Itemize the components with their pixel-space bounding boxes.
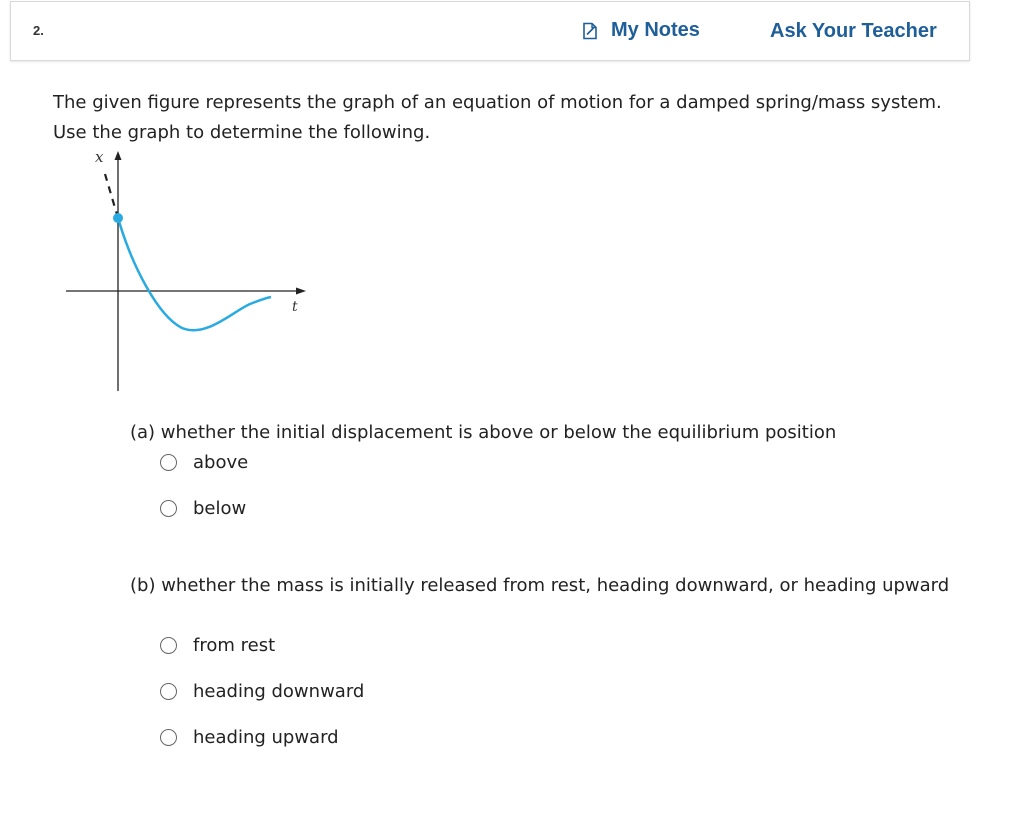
radio-above[interactable] — [160, 454, 177, 471]
option-below[interactable] — [160, 498, 246, 519]
radio-from-rest[interactable] — [160, 637, 177, 654]
option-heading-downward-label: heading downward — [193, 681, 365, 702]
option-heading-upward[interactable] — [160, 727, 339, 748]
question-header — [10, 1, 970, 61]
part-b-text: (b) whether the mass is initially released from rest, heading downward, or heading upward — [130, 575, 950, 596]
horizontal-axis-arrow — [296, 288, 306, 295]
radio-heading-upward[interactable] — [160, 729, 177, 746]
initial-point — [113, 213, 123, 223]
vertical-axis-arrow — [115, 151, 122, 160]
y-axis-label: x — [95, 148, 104, 166]
damped-motion-graph — [60, 144, 320, 396]
initial-velocity-tangent — [105, 174, 118, 218]
option-heading-downward[interactable] — [160, 681, 364, 702]
option-below-label: below — [193, 498, 247, 519]
ask-your-teacher-button[interactable]: Ask Your Teacher — [770, 20, 937, 42]
option-above-label: above — [193, 452, 249, 473]
notes-icon — [581, 22, 599, 40]
radio-heading-downward[interactable] — [160, 683, 177, 700]
question-prompt: The given figure represents the graph of an equation of motion for a damped spring/mass system. Use the graph to determine the following. — [53, 92, 942, 143]
question-number: 2. — [33, 23, 44, 38]
option-from-rest-label: from rest — [193, 635, 276, 656]
option-from-rest[interactable] — [160, 635, 275, 656]
my-notes-label: My Notes — [611, 19, 700, 41]
my-notes-button[interactable] — [581, 19, 700, 42]
radio-below[interactable] — [160, 500, 177, 517]
part-a-text: (a) whether the initial displacement is above or below the equilibrium position — [130, 422, 837, 443]
motion-curve — [118, 218, 271, 330]
x-axis-label: t — [292, 299, 298, 315]
option-heading-upward-label: heading upward — [193, 727, 339, 748]
option-above[interactable] — [160, 452, 248, 473]
